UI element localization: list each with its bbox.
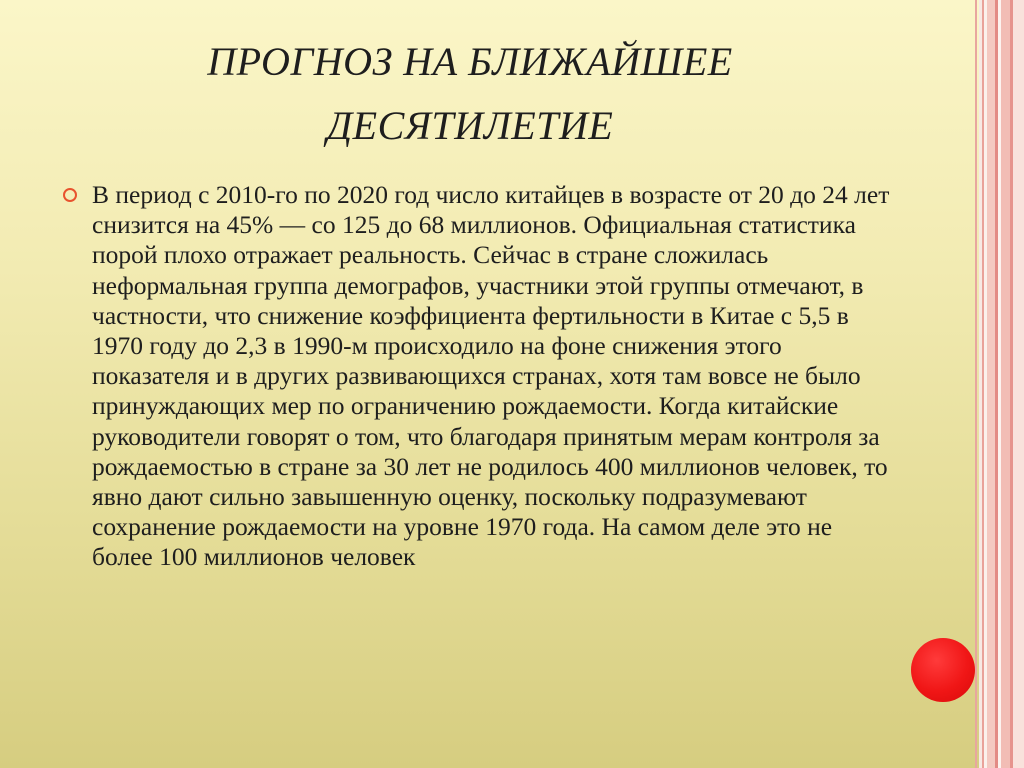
- bullet-item: [60, 180, 890, 573]
- bullet-text: В период с 2010-го по 2020 год число китайцев в возрасте от 20 до 24 лет снизится на 45% — со 125 до 68 миллионов. Официальная статистика порой плохо отражает реальность. Сейчас в стране сложилась неформальная группа демографов, участники этой группы отмечают, в частности, что снижение коэффициента фертильности в Китае с 5,5 в 1970 году до 2,3 в 1990-м происходило на фоне снижения этого показателя и в других развивающихся странах, хотя там вовсе не было принуждающих мер по ограничению рождаемости. Когда китайские руководители говорят о том, что благодаря принятым мерам контроля за рождаемостью в стране за 30 лет не родилось 400 миллионов человек, то явно дают сильно завышенную оценку, поскольку подразумевают сохранение рождаемости на уровне 1970 года. На самом деле это не более 100 миллионов человек: [92, 180, 890, 572]
- red-dot-icon: [911, 638, 975, 702]
- slide-title: [120, 30, 820, 158]
- slide-title-line-2: ДЕСЯТИЛЕТИЕ: [326, 103, 614, 148]
- decorative-stripes: [979, 0, 1024, 768]
- slide-content: [60, 180, 890, 573]
- decorative-line: [975, 0, 977, 768]
- slide-title-line-1: ПРОГНОЗ НА БЛИЖАЙШЕЕ: [207, 39, 733, 84]
- hollow-circle-bullet-icon: [63, 188, 77, 202]
